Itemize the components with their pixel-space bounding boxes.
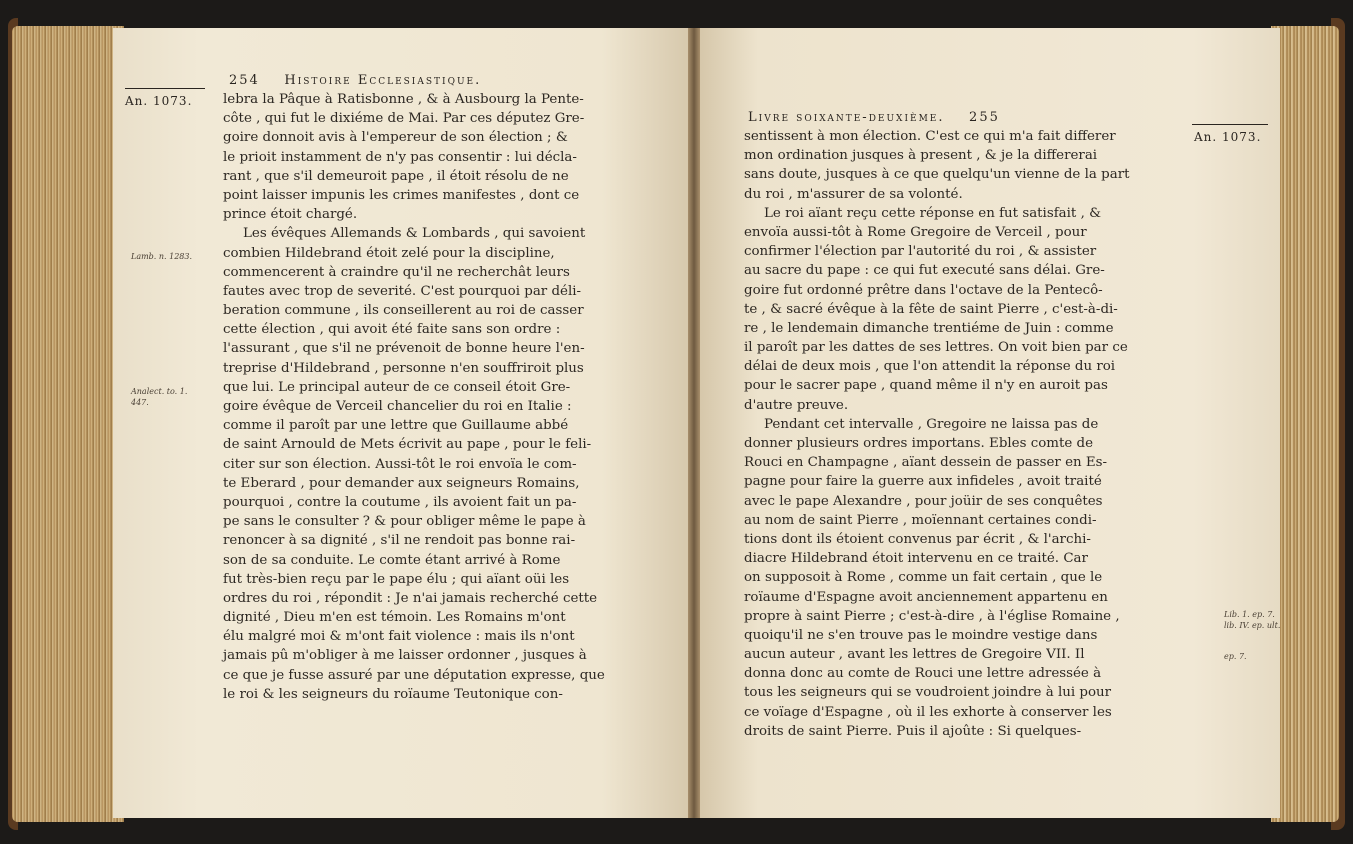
running-head: Histoire Ecclesiastique.: [284, 73, 482, 88]
margin-note: ep. 7.: [1224, 652, 1247, 661]
text-line: te , & sacré évêque à la fête de saint Pierre , c'est-à-di-: [744, 301, 1118, 317]
text-line: goire fut ordonné prêtre dans l'octave de la Pentecô-: [744, 282, 1103, 298]
text-line: citer sur son élection. Aussi-tôt le roi envoïa le com-: [223, 456, 577, 472]
text-line: son de sa conduite. Le comte étant arrivé à Rome: [223, 552, 561, 568]
text-line: du roi , m'assurer de sa volonté.: [744, 186, 963, 202]
text-line: le roi & les seigneurs du roïaume Teutonique con-: [223, 686, 563, 702]
text-line: rant , que s'il demeuroit pape , il étoit résolu de ne: [223, 168, 569, 184]
year-label: An. 1073.: [1194, 130, 1262, 144]
text-line: jamais pû m'obliger à me laisser ordonner , jusques à: [223, 648, 587, 664]
text-line: avec le pape Alexandre , pour joüir de ses conquêtes: [744, 493, 1103, 509]
text-line: roïaume d'Espagne avoit anciennement appartenu en: [744, 589, 1108, 605]
text-line: beration commune , ils conseillerent au roi de casser: [223, 303, 584, 319]
text-line: pourquoi , contre la coutume , ils avoient fait un pa-: [223, 494, 577, 510]
text-line: commencerent à craindre qu'il ne recherchât leurs: [223, 264, 570, 280]
text-line: re , le lendemain dimanche trentiéme de Juin : comme: [744, 320, 1114, 336]
text-line: côte , qui fut le dixiéme de Mai. Par ces députez Gre-: [223, 111, 585, 127]
text-line: au nom de saint Pierre , moïennant certaines condi-: [744, 512, 1097, 528]
text-line: il paroît par les dattes de ses lettres. On voit bien par ce: [744, 340, 1128, 356]
text-line: Pendant cet intervalle , Gregoire ne laissa pas de: [764, 416, 1099, 432]
text-line: Le roi aïant reçu cette réponse en fut satisfait , &: [764, 205, 1102, 221]
text-line: donna donc au comte de Rouci une lettre adressée à: [744, 666, 1102, 682]
text-line: pagne pour faire la guerre aux infideles , avoit traité: [744, 474, 1102, 490]
text-line: confirmer l'élection par l'autorité du roi , & assister: [744, 244, 1097, 260]
year-label: An. 1073.: [125, 94, 193, 108]
text-line: que lui. Le principal auteur de ce conseil étoit Gre-: [223, 379, 571, 395]
text-line: point laisser impunis les crimes manifestes , dont ce: [223, 187, 580, 203]
text-line: goire donnoit avis à l'empereur de son élection ; &: [223, 130, 568, 146]
margin-note: lib. IV. ep. ult.: [1224, 621, 1280, 630]
text-line: renoncer à sa dignité , s'il ne rendoit pas bonne rai-: [223, 533, 576, 549]
text-line: donner plusieurs ordres importans. Ebles comte de: [744, 436, 1094, 451]
text-line: diacre Hildebrand étoit intervenu en ce traité. Car: [744, 551, 1088, 567]
text-line: fut très-bien reçu par le pape élu ; qui aïant oüi les: [223, 571, 570, 587]
text-line: droits de saint Pierre. Puis il ajoûte : Si quelques-: [744, 723, 1082, 739]
text-line: ordres du roi , répondit : Je n'ai jamais recherché cette: [223, 590, 598, 606]
margin-note: Lamb. n. 1283.: [131, 252, 193, 261]
text-line: comme il paroît par une lettre que Guillaume abbé: [223, 418, 569, 434]
year-rule: [1192, 124, 1268, 125]
year-rule: [125, 88, 205, 89]
text-line: tous les seigneurs qui se voudroient joindre à lui pour: [744, 685, 1112, 701]
open-book: [8, 18, 1345, 830]
text-line: sentissent à mon élection. C'est ce qui m'a fait differer: [744, 129, 1116, 144]
text-line: prince étoit chargé.: [223, 207, 358, 223]
text-line: d'autre preuve.: [744, 397, 849, 413]
text-line: sans doute, jusques à ce que quelqu'un vienne de la part: [744, 167, 1130, 183]
margin-note: Analect. to. 1.: [131, 387, 188, 396]
text-line: envoïa aussi-tôt à Rome Gregoire de Verceil , pour: [744, 224, 1087, 240]
page-number: 255: [969, 110, 1000, 125]
text-line: tions dont ils étoient convenus par écrit , & l'archi-: [744, 531, 1091, 547]
margin-note: 447.: [131, 398, 149, 407]
text-line: délai de deux mois , que l'on attendit la réponse du roi: [744, 359, 1116, 375]
text-line: propre à saint Pierre ; c'est-à-dire , à l'église Romaine ,: [744, 608, 1120, 624]
text-line: combien Hildebrand étoit zelé pour la discipline,: [223, 245, 555, 261]
text-line: de saint Arnould de Mets écrivit au pape , pour le feli-: [223, 437, 592, 453]
text-line: le prioit instamment de n'y pas consentir : lui décla-: [223, 149, 577, 165]
text-line: mon ordination jusques à present , & je la differerai: [744, 148, 1098, 164]
text-line: ce que je fusse assuré par une députation expresse, que: [223, 667, 605, 683]
running-head: Livre soixante-deuxième.: [748, 110, 945, 125]
text-line: on supposoit à Rome , comme un fait certain , que le: [744, 570, 1103, 586]
running-header: [748, 110, 1000, 125]
text-line: aucun auteur , avant les lettres de Gregoire VII. Il: [744, 647, 1085, 663]
text-line: élu malgré moi & m'ont fait violence : mais ils n'ont: [223, 629, 575, 645]
text-line: goire évêque de Verceil chancelier du roi en Italie :: [223, 399, 572, 414]
text-line: dignité , Dieu m'en est témoin. Les Romains m'ont: [223, 610, 566, 626]
left-page: [113, 28, 688, 818]
text-line: lebra la Pâque à Ratisbonne , & à Ausbourg la Pente-: [223, 92, 584, 107]
text-line: l'assurant , que s'il ne prévenoit de bonne heure l'en-: [223, 341, 585, 357]
running-header: [229, 73, 481, 88]
page-edges-left: [12, 26, 124, 822]
text-line: Les évêques Allemands & Lombards , qui savoient: [243, 226, 586, 242]
text-line: fautes avec trop de severité. C'est pourquoi par déli-: [223, 283, 582, 299]
left-text-block: [223, 90, 605, 704]
page-number: 254: [229, 73, 260, 88]
right-page: [700, 28, 1280, 818]
right-text-block: [744, 127, 1129, 741]
text-line: Rouci en Champagne , aïant dessein de passer en Es-: [744, 455, 1108, 471]
text-line: te Eberard , pour demander aux seigneurs Romains,: [223, 475, 580, 491]
text-line: treprise d'Hildebrand , personne n'en souffriroit plus: [223, 360, 584, 376]
text-line: pour le sacrer pape , quand même il n'y en auroit pas: [744, 378, 1108, 394]
text-line: quoiqu'il ne s'en trouve pas le moindre vestige dans: [744, 627, 1098, 643]
text-line: pe sans le consulter ? & pour obliger même le pape à: [223, 514, 586, 530]
text-line: ce voïage d'Espagne , où il les exhorte à conserver les: [744, 704, 1112, 720]
text-line: au sacre du pape : ce qui fut executé sans délai. Gre-: [744, 263, 1105, 279]
margin-note: Lib. 1. ep. 7.: [1224, 610, 1275, 619]
text-line: cette élection , qui avoit été faite sans son ordre :: [223, 322, 561, 338]
page-edges-right: [1271, 26, 1339, 822]
book-gutter: [688, 28, 700, 818]
